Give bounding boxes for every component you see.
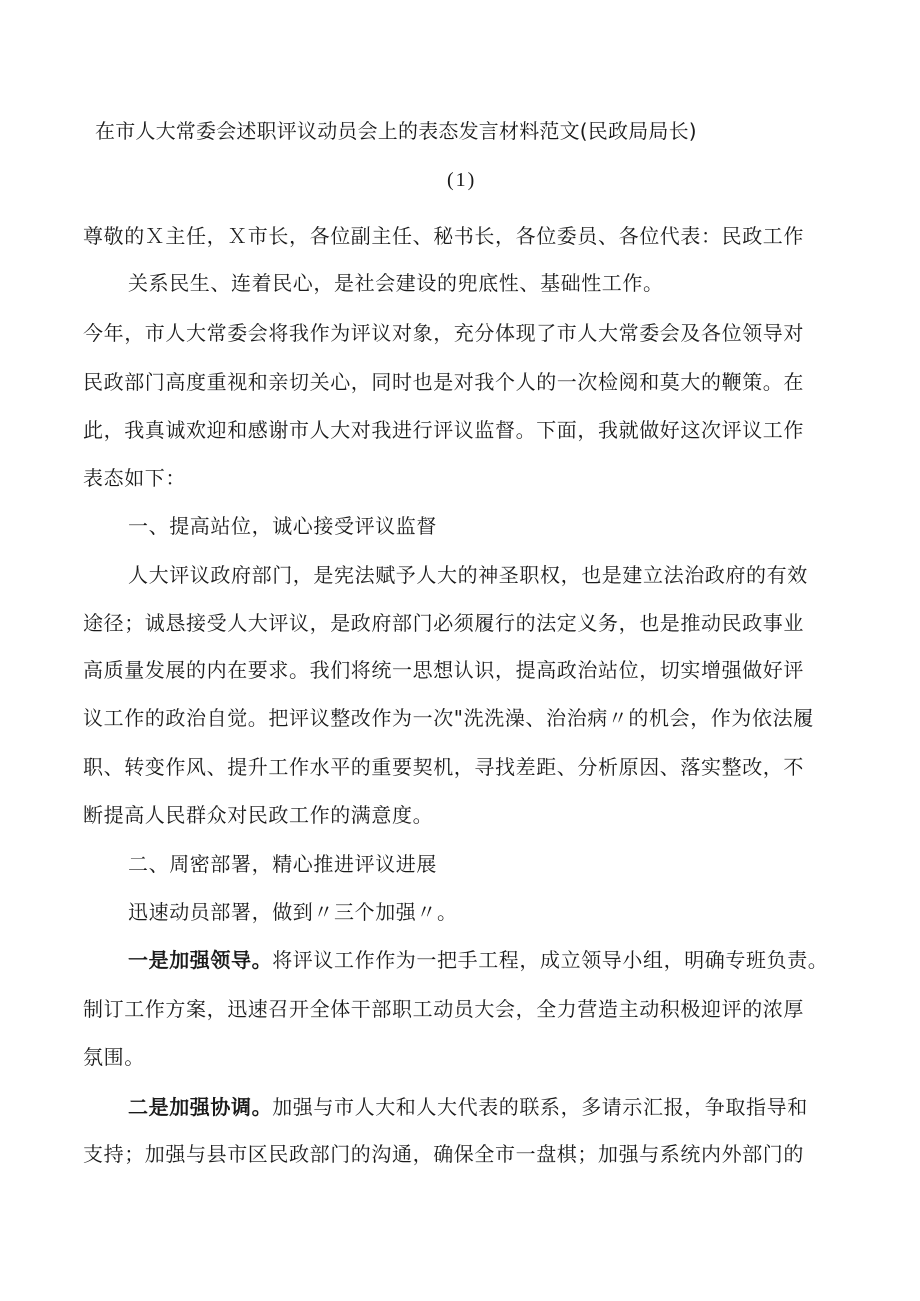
paragraph-line: 职、转变作风、提升工作水平的重要契机，寻找差距、分析原因、落实整改，不 [83,755,804,779]
paragraph-line: 氛围。 [83,1045,145,1069]
document-title: 在市人大常委会述职评议动员会上的表态发言材料范文(民政局局长) [95,119,697,143]
paragraph-line: 迅速动员部署，做到〃三个加强〃。 [128,900,458,924]
section-heading: 一、提高站位，诚心接受评议监督 [128,514,437,538]
paragraph-line: 断提高人民群众对民政工作的满意度。 [83,803,434,827]
section-heading: 二、周密部署，精心推进评议进展 [128,852,437,876]
paragraph-line: 途径；诚恳接受人大评议，是政府部门必须履行的法定义务，也是推动民政事业 [83,611,804,635]
item-lead: 一是加强领导。 [128,948,273,972]
list-item [128,948,828,972]
salutation-line: 尊敬的Ｘ主任，Ｘ市长，各位副主任、秘书长，各位委员、各位代表：民政工作 [83,224,804,248]
paragraph-line: 关系民生、连着民心，是社会建设的兜底性、基础性工作。 [128,271,664,295]
paragraph-line: 今年，市人大常委会将我作为评议对象，充分体现了市人大常委会及各位领导对 [83,321,804,345]
item-text: 将评议工作作为一把手工程，成立领导小组，明确专班负责。 [272,948,829,972]
item-lead: 二是加强协调。 [128,1095,273,1119]
paragraph-line: 支持；加强与县市区民政部门的沟通，确保全市一盘棋；加强与系统内外部门的 [83,1142,804,1166]
paragraph-line: 议工作的政治自觉。把评议整改作为一次"洗洗澡、治治病〃的机会，作为依法履 [83,706,814,730]
paragraph-line: 民政部门高度重视和亲切关心，同时也是对我个人的一次检阅和莫大的鞭策。在 [83,370,804,394]
paragraph-line: 高质量发展的内在要求。我们将统一思想认识，提高政治站位，切实增强做好评 [83,658,804,682]
paragraph-line: 人大评议政府部门，是宪法赋予人大的神圣职权，也是建立法治政府的有效 [128,563,808,587]
paragraph-line: 表态如下： [83,466,186,490]
document-subtitle: (1) [447,169,477,191]
item-text: 加强与市人大和人大代表的联系，多请示汇报，争取指导和 [272,1095,808,1119]
paragraph-line: 此，我真诚欢迎和感谢市人大对我进行评议监督。下面，我就做好这次评议工作 [83,418,804,442]
paragraph-line: 制订工作方案，迅速召开全体干部职工动员大会，全力营造主动积极迎评的浓厚 [83,997,804,1021]
list-item [128,1095,808,1119]
